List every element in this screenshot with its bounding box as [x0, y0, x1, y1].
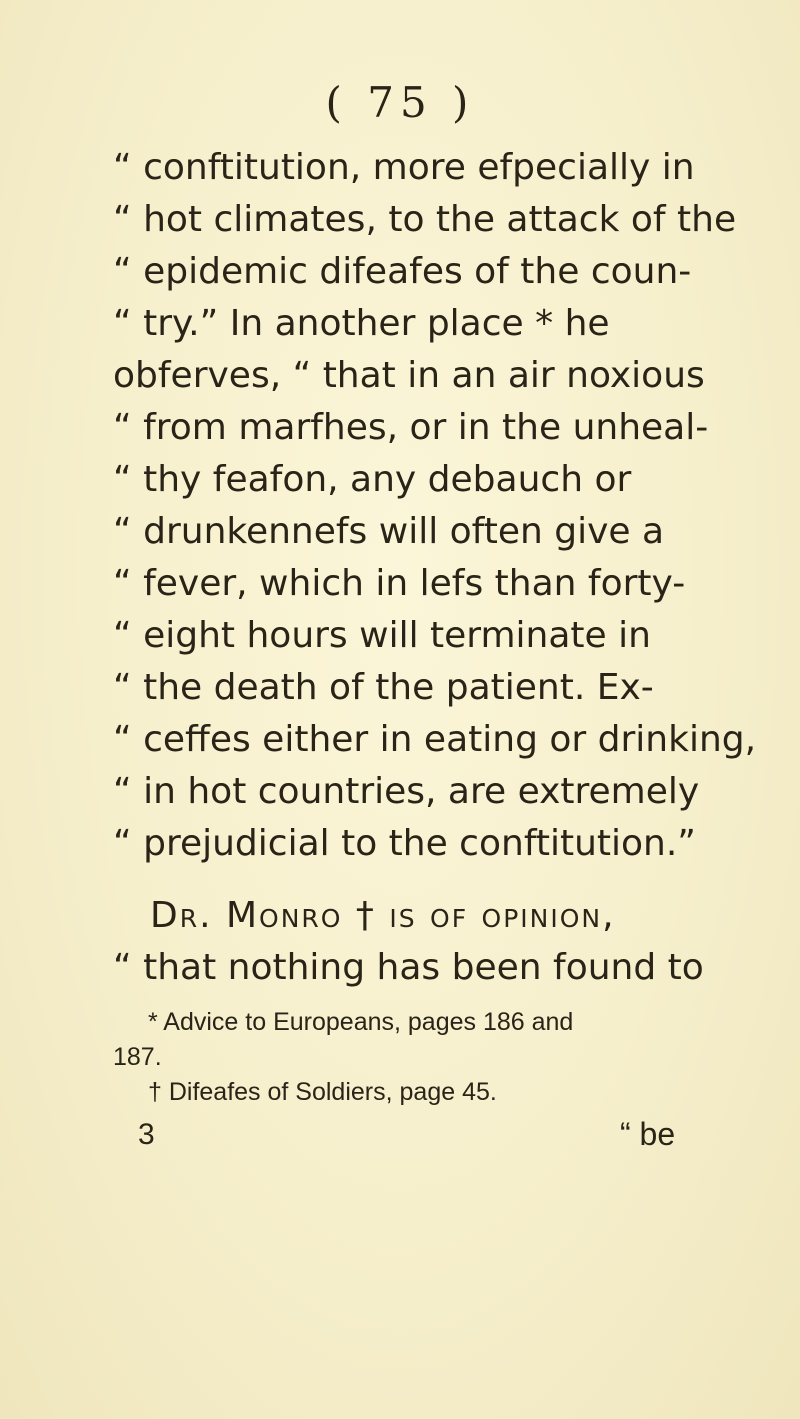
text-line: “ conftitution, more efpecially in	[113, 147, 695, 188]
text-line: “ fever, which in lefs than forty-	[113, 563, 686, 604]
text-line: “ that nothing has been found to	[113, 947, 704, 988]
text-line: “ ceffes either in eating or drinking,	[113, 719, 757, 760]
text-line: “ eight hours will terminate in	[113, 615, 651, 656]
paragraph-start-line: Dr. Monro † is of opinion,	[150, 895, 616, 936]
text-line: “ the death of the patient. Ex-	[113, 667, 654, 708]
text-line: obferves, “ that in an air noxious	[113, 355, 705, 396]
footnote-1: * Advice to Europeans, pages 186 and	[148, 1008, 574, 1036]
text-line: “ from marfhes, or in the unheal-	[113, 407, 709, 448]
text-line: “ try.” In another place * he	[113, 303, 610, 344]
footnote-1-continued: 187.	[113, 1043, 162, 1071]
text-line: “ epidemic difeafes of the coun-	[113, 251, 692, 292]
text-line: “ in hot countries, are extremely	[113, 771, 700, 812]
footnote-2: † Difeafes of Soldiers, page 45.	[148, 1078, 497, 1106]
page-number-header: ( 75 )	[325, 78, 475, 127]
text-line: “ prejudicial to the conftitution.”	[113, 823, 696, 864]
catchword: “ be	[620, 1116, 676, 1152]
text-line: “ drunkennefs will often give a	[113, 511, 665, 552]
text-line: “ hot climates, to the attack of the	[113, 199, 737, 240]
signature-mark: 3	[138, 1118, 155, 1151]
text-line: “ thy feafon, any debauch or	[113, 459, 632, 500]
